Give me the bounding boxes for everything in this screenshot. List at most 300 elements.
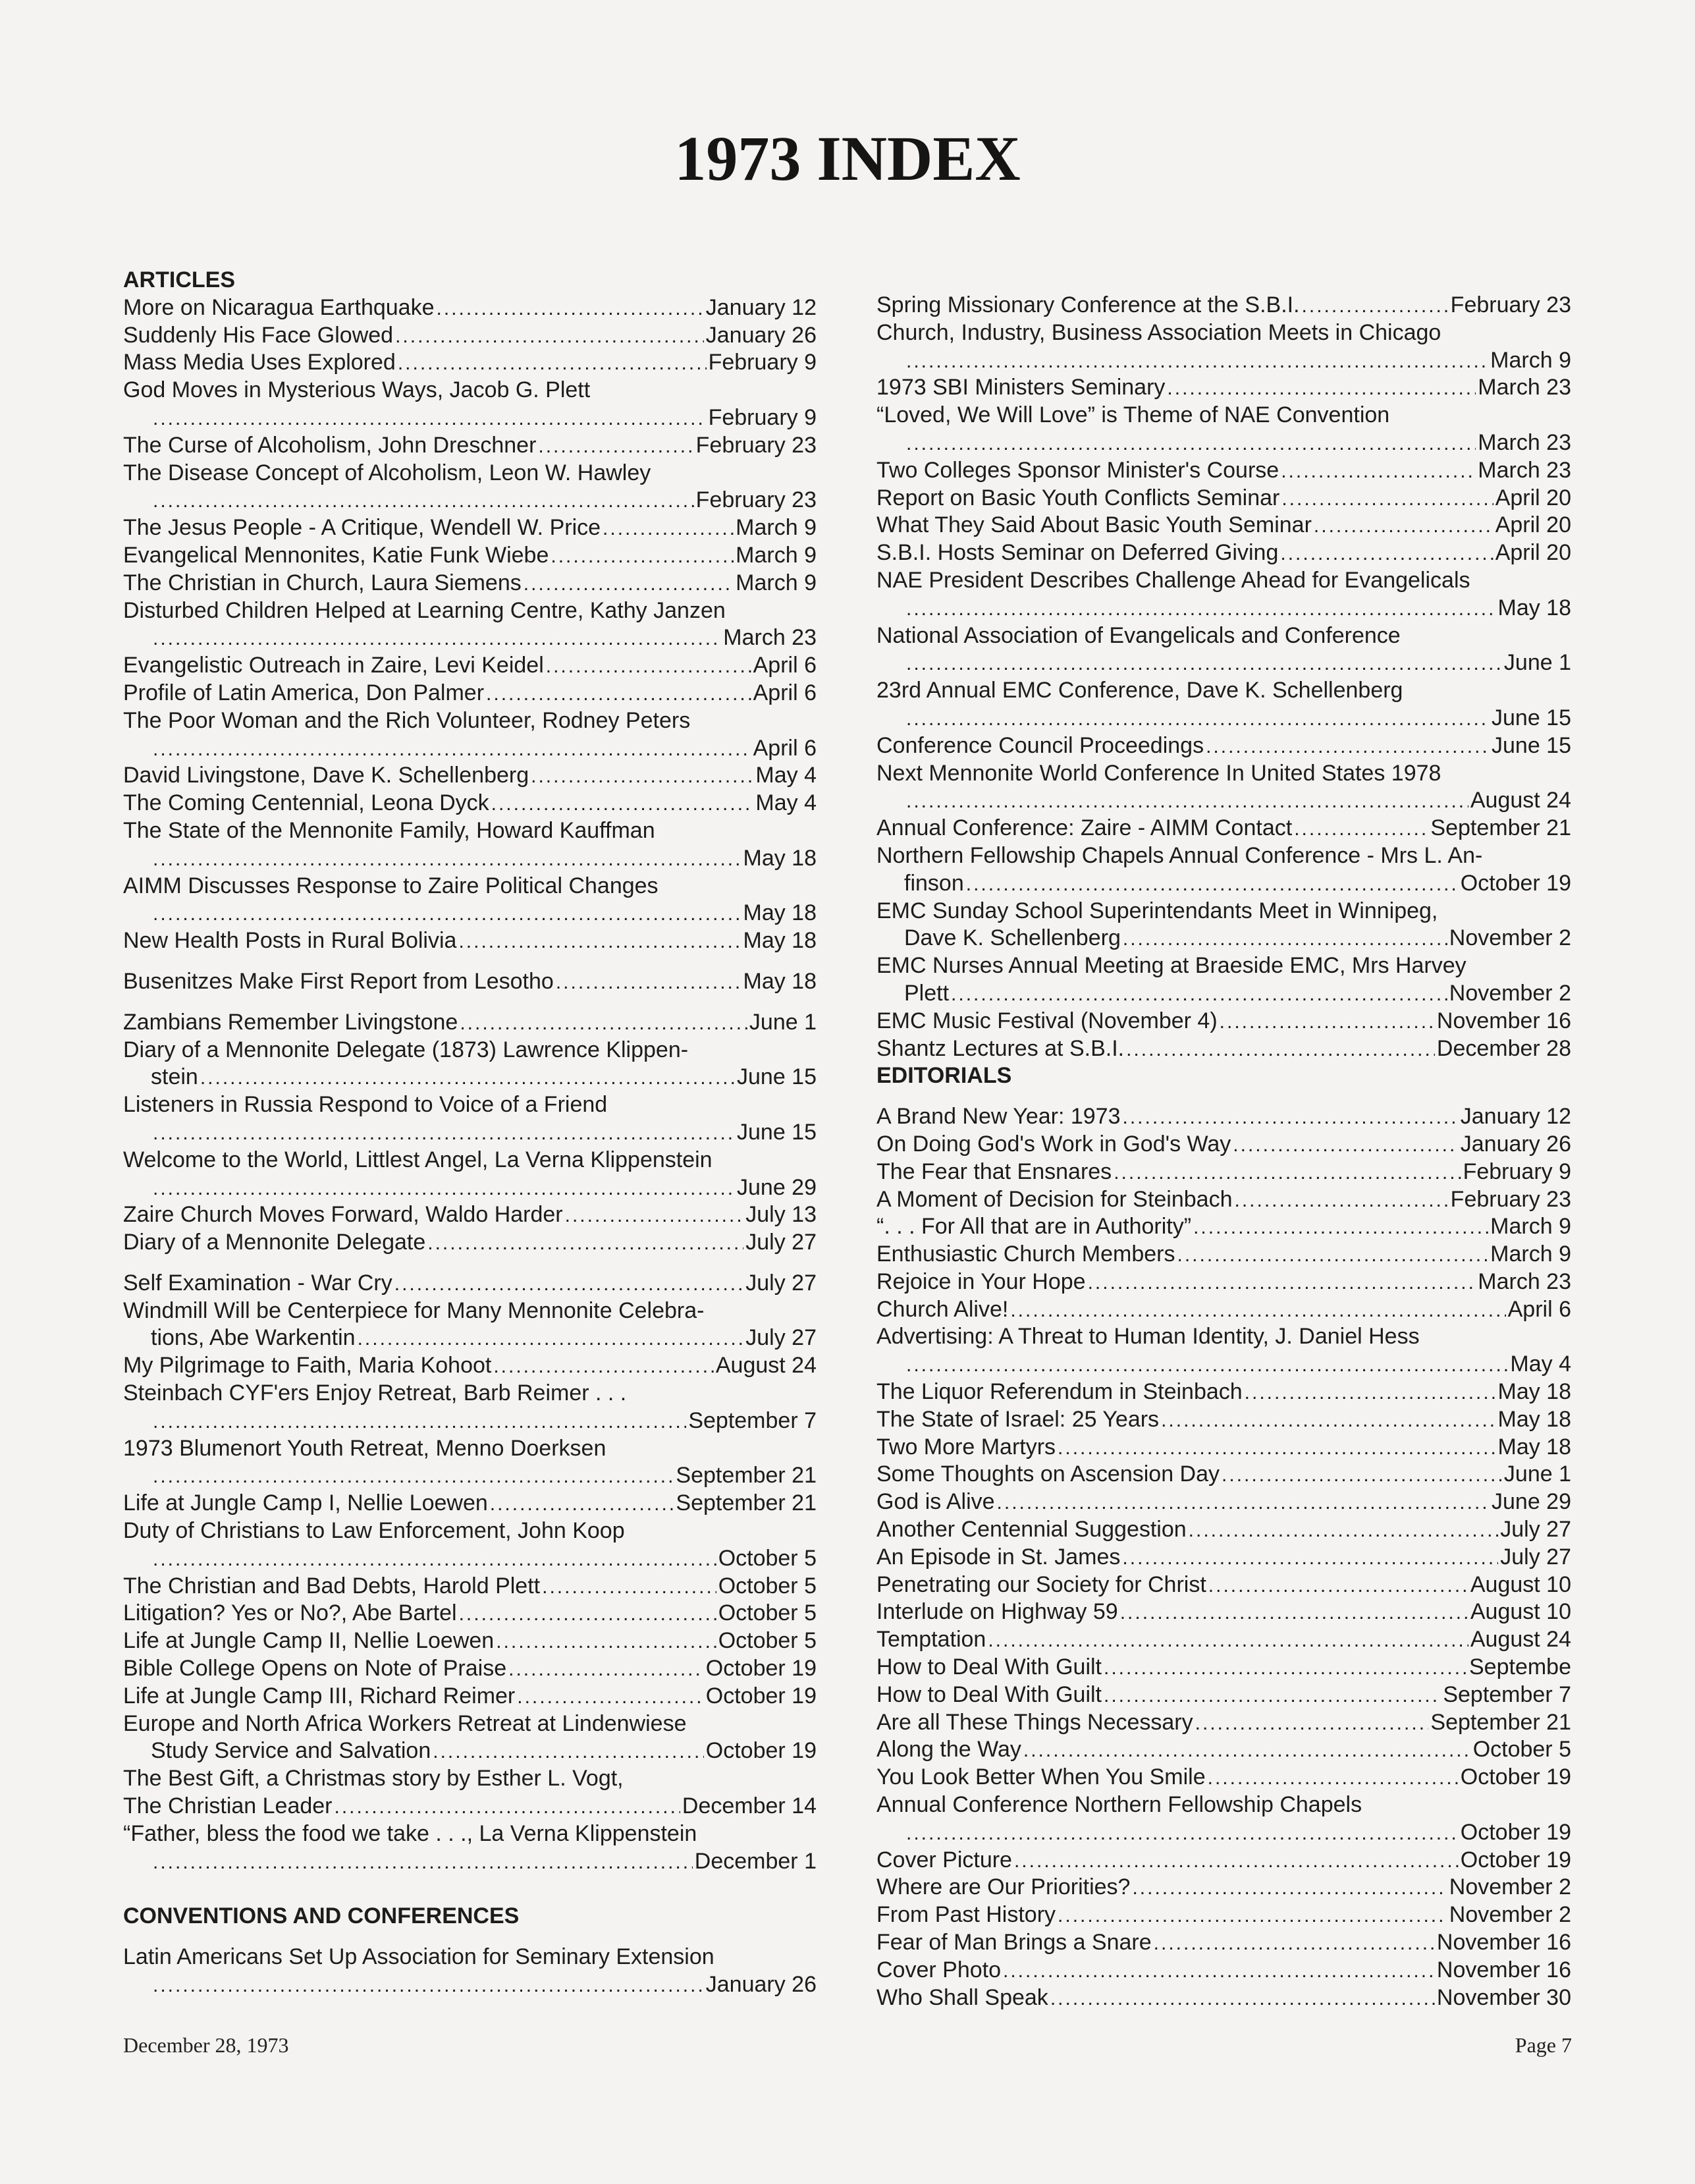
entry-issue-date: June 15 [1492,705,1571,730]
index-entry-line [876,1461,1571,1488]
entry-issue-date: September 21 [676,1463,817,1488]
entry-issue-date: July 27 [745,1230,817,1255]
dot-leader [1208,1764,1459,1791]
entry-title: EMC Music Festival (November 4) [876,1008,1218,1033]
index-entry-line [876,1929,1571,1957]
entry-issue-date: October 5 [718,1600,817,1626]
entry-issue-date: February 23 [695,432,817,458]
entry-issue-date: November 2 [1449,925,1571,951]
dot-leader [542,1573,716,1600]
dot-leader [153,1175,735,1202]
entry-title: Annual Conference: Zaire - AIMM Contact [876,815,1293,841]
dot-leader [460,1010,747,1037]
entry-issue-date: October 19 [1460,1764,1571,1790]
entry-issue-date: February 9 [708,350,817,375]
dot-leader [153,487,694,514]
index-entry-line [876,595,1571,622]
index-entry-line [876,1736,1571,1764]
index-entry-line [876,1847,1571,1874]
entry-title: The Best Gift, a Christmas story by Esther L. Vogt, [123,1766,624,1791]
entry-issue-date: October 5 [718,1628,817,1654]
index-entry-line [123,624,817,652]
entry-issue-date: February 9 [708,404,817,430]
index-entry-line [876,760,1571,788]
entry-title: Temptation [876,1627,986,1652]
index-entry-line [123,1765,817,1793]
footer-date: December 28, 1973 [123,2033,289,2057]
entry-issue-date: April 6 [753,653,817,678]
conventions-heading: CONVENTIONS AND CONFERENCES [123,1903,520,1929]
dot-leader [1314,512,1493,539]
entry-title: 23rd Annual EMC Conference, Dave K. Schellenberg [876,678,1403,703]
dot-leader [153,900,741,927]
entry-issue-date: August 24 [1470,788,1571,813]
dot-leader [1122,1544,1498,1571]
index-entry-line [123,570,817,597]
entry-issue-date: January 26 [705,1972,817,1998]
entry-title: The Liquor Referendum in Steinbach [876,1379,1243,1405]
index-entry-line [123,1352,817,1380]
index-entry-line [876,1571,1571,1599]
index-entry-line [123,707,817,735]
dot-leader [493,1353,714,1380]
entry-title: God Moves in Mysterious Ways, Jacob G. Plett [123,377,591,403]
entry-title: Listeners in Russia Respond to Voice of a Friend [123,1092,608,1118]
index-entry-line [123,597,817,625]
index-entry-line [123,294,817,322]
entry-title: Suddenly His Face Glowed [123,322,394,348]
entry-issue-date: February 23 [1450,292,1571,317]
entry-title: Self Examination - War Cry [123,1270,392,1296]
index-entry-line [123,1655,817,1683]
dot-leader [395,323,704,350]
dot-leader [1189,1517,1499,1544]
entry-issue-date: February 23 [695,487,817,513]
conventions-list-left [123,1944,817,1999]
index-entry-line [876,1957,1571,1984]
entry-title: Rejoice in Your Hope [876,1269,1086,1294]
index-entry-line [123,1600,817,1627]
dot-leader [153,625,721,652]
entry-title: Bible College Opens on Note of Praise [123,1656,507,1681]
entry-issue-date: November 2 [1449,1874,1571,1900]
page-title: 1973 INDEX [674,123,1021,194]
dot-leader [153,1120,735,1147]
entry-issue-date: July 27 [745,1270,817,1296]
entry-issue-date: April 20 [1495,512,1571,538]
dot-leader [531,763,753,790]
index-entry-line [876,1323,1571,1351]
index-entry-line [123,1147,817,1174]
index-entry-line [123,1174,817,1202]
index-entry-line [123,927,817,955]
dot-leader [153,1463,674,1490]
dot-leader [538,433,693,460]
entry-issue-date: July 13 [745,1202,817,1228]
entry-title: Study Service and Salvation [151,1738,431,1764]
entry-title: Life at Jungle Camp II, Nellie Loewen [123,1628,495,1654]
dot-leader [1058,1902,1447,1929]
entry-issue-date: Septembe [1469,1654,1571,1680]
entry-issue-date: September 21 [1430,1709,1571,1735]
dot-leader [1123,1104,1459,1131]
entry-title: Europe and North Africa Workers Retreat at Lindenwiese [123,1710,687,1736]
entry-issue-date: October 5 [1472,1737,1571,1762]
entry-issue-date: March 23 [1478,429,1571,455]
entry-title: Steinbach CYF'ers Enjoy Retreat, Barb Reimer . . . [123,1380,627,1406]
entry-issue-date: March 9 [1490,347,1571,373]
index-entry-line [123,735,817,763]
entry-title: The Poor Woman and the Rich Volunteer, Rodney Peters [123,707,691,733]
entry-title: What They Said About Basic Youth Seminar [876,512,1312,538]
dot-leader [1222,1461,1502,1488]
entry-issue-date: September 21 [1430,815,1571,841]
entry-issue-date: October 19 [1460,870,1571,896]
index-entry-line [123,1517,817,1545]
index-entry-line [123,1297,817,1325]
entry-title: EMC Nurses Annual Meeting at Braeside EMC, Mrs Harvey [876,953,1466,979]
dot-leader [1195,1710,1429,1737]
index-entry-line [876,319,1571,347]
index-entry-line [876,1488,1571,1516]
entry-issue-date: March 23 [1478,457,1571,483]
entry-issue-date: August 10 [1470,1571,1571,1597]
index-entry-line [123,1710,817,1738]
entry-title: 1973 SBI Ministers Seminary [876,375,1166,400]
dot-leader [486,680,751,707]
entry-issue-date: May 4 [1510,1351,1571,1377]
entry-title: Mass Media Uses Explored [123,350,396,375]
index-entry-line [876,1654,1571,1681]
index-entry-line [876,815,1571,842]
index-entry-line [876,1516,1571,1544]
entry-title: Next Mennonite World Conference In United States 1978 [876,760,1441,786]
entry-title: Life at Jungle Camp I, Nellie Loewen [123,1490,488,1516]
dot-leader [1058,1434,1495,1461]
index-entry-line [123,1848,817,1876]
entry-title: You Look Better When You Smile [876,1764,1206,1790]
index-entry-line [876,649,1571,677]
dot-leader [966,871,1459,898]
dot-leader [565,1202,744,1229]
entry-issue-date: April 20 [1495,540,1571,566]
dot-leader [459,1600,716,1627]
dot-leader [1294,815,1428,842]
entry-title: Evangelical Mennonites, Katie Funk Wiebe [123,542,549,568]
dot-leader [1010,1297,1505,1324]
entry-title: Where are Our Priorities? [876,1874,1131,1900]
dot-leader [153,1849,693,1876]
entry-title: More on Nicaragua Earthquake [123,294,435,320]
entry-issue-date: March 9 [1490,1214,1571,1240]
entry-issue-date: November 2 [1449,980,1571,1006]
entry-issue-date: March 23 [1478,375,1571,400]
entry-issue-date: March 9 [1490,1242,1571,1267]
dot-leader [491,790,754,817]
entry-title: Along the Way [876,1737,1021,1762]
index-entry-line [876,1901,1571,1929]
entry-issue-date: March 9 [736,542,817,568]
index-entry-line [876,1764,1571,1791]
dot-leader [490,1490,674,1517]
index-entry-line [876,347,1571,375]
entry-title: NAE President Describes Challenge Ahead for Evangelicals [876,567,1470,593]
entry-title: A Brand New Year: 1973 [876,1104,1121,1130]
entry-title: Evangelistic Outreach in Zaire, Levi Keidel [123,653,544,678]
entry-issue-date: October 19 [705,1683,817,1708]
index-entry-line [876,1351,1571,1379]
entry-title: Disturbed Children Helped at Learning Centre, Kathy Janzen [123,597,726,623]
index-entry-line [123,1091,817,1119]
index-entry-line [123,790,817,817]
dot-leader [524,570,734,597]
entry-title: A Moment of Decision for Steinbach [876,1186,1233,1212]
entry-title: The State of the Mennonite Family, Howard Kauffman [123,817,655,843]
index-entry-line [123,680,817,707]
entry-title: God is Alive [876,1489,995,1515]
entry-issue-date: August 10 [1470,1599,1571,1625]
index-entry-line [123,817,817,845]
index-entry-line [123,845,817,873]
dot-leader [906,705,1490,732]
dot-leader [1245,1379,1496,1406]
index-entry-line [876,512,1571,539]
entry-title: Dave K. Schellenberg [904,925,1121,951]
dot-leader [1123,925,1447,952]
entry-title: The Jesus People - A Critique, Wendell W. Price [123,515,601,541]
entry-title: The Christian Leader [123,1793,333,1819]
dot-leader [153,405,707,432]
index-entry-line [123,1064,817,1091]
index-entry-line [876,402,1571,429]
dot-leader [906,650,1502,677]
entry-title: New Health Posts in Rural Bolivia [123,928,457,954]
entry-issue-date: May 4 [755,790,817,816]
index-entry-line [876,1035,1571,1063]
index-entry-line [876,980,1571,1008]
dot-leader [153,846,741,873]
index-entry-line [876,925,1571,952]
entry-title: Zaire Church Moves Forward, Waldo Harder [123,1202,563,1228]
index-entry-line [876,1379,1571,1406]
entry-issue-date: April 6 [753,680,817,705]
dot-leader [1014,1847,1459,1874]
entry-issue-date: May 18 [1497,1434,1571,1460]
editorials-heading: EDITORIALS [876,1063,1012,1089]
dot-leader [153,736,751,763]
entry-issue-date: May 18 [743,928,817,954]
index-entry-line [876,539,1571,567]
entry-title: National Association of Evangelicals and Conference [876,622,1401,648]
entry-title: Duty of Christians to Law Enforcement, John Koop [123,1518,625,1544]
entry-title: Cover Photo [876,1957,1001,1982]
entry-title: Diary of a Mennonite Delegate [123,1230,426,1255]
entry-issue-date: October 19 [705,1656,817,1681]
index-entry-line [123,1545,817,1573]
entry-issue-date: March 9 [736,570,817,595]
entry-title: My Pilgrimage to Faith, Maria Kohoot [123,1353,492,1379]
entry-title: S.B.I. Hosts Seminar on Deferred Giving [876,540,1279,566]
dot-leader [1193,1214,1488,1241]
entry-title: How to Deal With Guilt [876,1681,1102,1707]
entry-issue-date: December 1 [694,1848,817,1874]
entry-issue-date: June 15 [737,1119,817,1145]
index-entry-line [123,1971,817,1999]
index-entry-line [876,1598,1571,1626]
entry-title: Northern Fellowship Chapels Annual Conference - Mrs L. An- [876,842,1483,868]
dot-leader [906,430,1476,457]
entry-title: EMC Sunday School Superintendants Meet in Winnipeg, [876,898,1438,923]
index-entry-line [123,873,817,900]
entry-title: Some Thoughts on Ascension Day [876,1461,1220,1487]
dot-leader [433,1738,704,1765]
dot-leader [437,295,704,322]
dot-leader [517,1683,704,1710]
dot-leader [906,348,1488,375]
entry-title: How to Deal With Guilt [876,1654,1102,1680]
entry-issue-date: April 6 [1507,1296,1571,1322]
entry-issue-date: September 21 [676,1490,817,1516]
entry-title: 1973 Blumenort Youth Retreat, Menno Doerksen [123,1435,606,1461]
index-entry-line [876,952,1571,980]
entry-title: Welcome to the World, Littlest Angel, La Verna Klippenstein [123,1147,713,1172]
entry-issue-date: October 19 [1460,1847,1571,1872]
dot-leader [1003,1957,1435,1984]
index-entry-line [123,1119,817,1147]
entry-issue-date: May 18 [1497,595,1571,620]
entry-title: The State of Israel: 25 Years [876,1406,1160,1432]
index-entry-line [876,1681,1571,1709]
entry-issue-date: June 15 [1492,732,1571,758]
entry-issue-date: June 29 [737,1174,817,1200]
entry-issue-date: July 27 [745,1325,817,1351]
dot-leader [556,969,741,996]
dot-leader [906,788,1468,815]
index-entry-line [876,1008,1571,1035]
entry-issue-date: March 23 [723,625,817,651]
index-entry-line [123,514,817,542]
index-entry-line [123,1229,817,1257]
entry-title: “Father, bless the food we take . . ., La Verna Klippenstein [123,1820,697,1846]
entry-issue-date: November 16 [1436,1930,1571,1955]
index-entry-line [123,1683,817,1710]
entry-title: Annual Conference Northern Fellowship Chapels [876,1792,1362,1818]
entry-title: Cover Picture [876,1847,1012,1872]
entry-issue-date: June 1 [1503,650,1571,676]
entry-issue-date: November 16 [1436,1008,1571,1033]
dot-leader [1208,1572,1468,1599]
articles-list [123,294,817,1876]
dot-leader [1161,1407,1495,1434]
editorials-list [876,1103,1571,2011]
index-entry-line [876,1103,1571,1131]
index-entry-line [876,870,1571,898]
index-entry-line [876,429,1571,457]
dot-leader [988,1627,1468,1654]
right-column [876,292,1571,2011]
dot-leader [603,515,734,542]
entry-issue-date: January 12 [1460,1104,1571,1130]
index-entry-line [876,1709,1571,1737]
entry-issue-date: April 6 [753,735,817,761]
index-entry-line [876,374,1571,402]
entry-title: Life at Jungle Camp III, Richard Reimer [123,1683,516,1708]
dot-leader [1233,1132,1458,1159]
entry-issue-date: April 20 [1495,485,1571,510]
entry-title: Who Shall Speak [876,1984,1048,2010]
index-entry-line [876,1819,1571,1847]
dot-leader [153,1546,716,1573]
index-entry-line [123,542,817,570]
index-entry-line [876,1269,1571,1296]
entry-issue-date: May 18 [743,900,817,926]
dot-leader [951,981,1447,1008]
entry-issue-date: September 7 [688,1407,817,1433]
entry-issue-date: May 4 [755,763,817,788]
index-entry-line [876,787,1571,815]
dot-leader [1104,1682,1441,1709]
index-entry-line [123,762,817,790]
entry-title: Advertising: A Threat to Human Identity, J. Daniel Hess [876,1324,1420,1350]
entry-title: finson [904,870,964,896]
index-entry-line [123,1435,817,1463]
dot-leader [153,1408,686,1435]
dot-leader [1126,1036,1435,1063]
dot-leader [1280,540,1493,567]
dot-leader [1281,458,1476,485]
dot-leader [997,1489,1490,1516]
entry-issue-date: February 23 [1450,1186,1571,1212]
entry-title: Are all These Things Necessary [876,1709,1193,1735]
index-entry-line [123,900,817,927]
entry-title: Profile of Latin America, Don Palmer [123,680,485,705]
index-entry-line [876,677,1571,705]
dot-leader [1104,1654,1467,1681]
index-entry-line [123,322,817,350]
entry-title: The Coming Centennial, Leona Dyck [123,790,489,816]
entry-title: The Christian in Church, Laura Siemens [123,570,522,595]
index-entry-line [876,485,1571,512]
dot-leader [1050,1985,1435,2012]
entry-issue-date: May 18 [743,968,817,994]
entry-issue-date: October 5 [718,1545,817,1571]
index-entry-line [876,1791,1571,1819]
entry-issue-date: October 19 [1460,1819,1571,1845]
entry-issue-date: May 18 [743,845,817,871]
entry-issue-date: January 26 [705,322,817,348]
dot-leader [200,1064,735,1091]
entry-issue-date: October 5 [718,1573,817,1598]
entry-issue-date: January 26 [1460,1131,1571,1157]
index-entry-line [123,1462,817,1490]
dot-leader [1177,1242,1489,1269]
index-entry-line [123,1201,817,1229]
entry-title: The Disease Concept of Alcoholism, Leon W. Hawley [123,460,651,485]
dot-leader [906,595,1496,622]
index-entry-line [123,1944,817,1971]
dot-leader [335,1793,680,1820]
index-entry-line [876,1296,1571,1324]
entry-title: Latin Americans Set Up Association for Seminary Extension [123,1944,714,1970]
entry-title: Two More Martyrs [876,1434,1056,1460]
entry-title: Church Alive! [876,1296,1009,1322]
index-entry-line [876,842,1571,870]
entry-title: Interlude on Highway 59 [876,1599,1118,1625]
index-entry-line [123,1037,817,1064]
left-column [123,267,817,1999]
dot-leader [1302,292,1449,319]
index-entry-line [876,1874,1571,1901]
